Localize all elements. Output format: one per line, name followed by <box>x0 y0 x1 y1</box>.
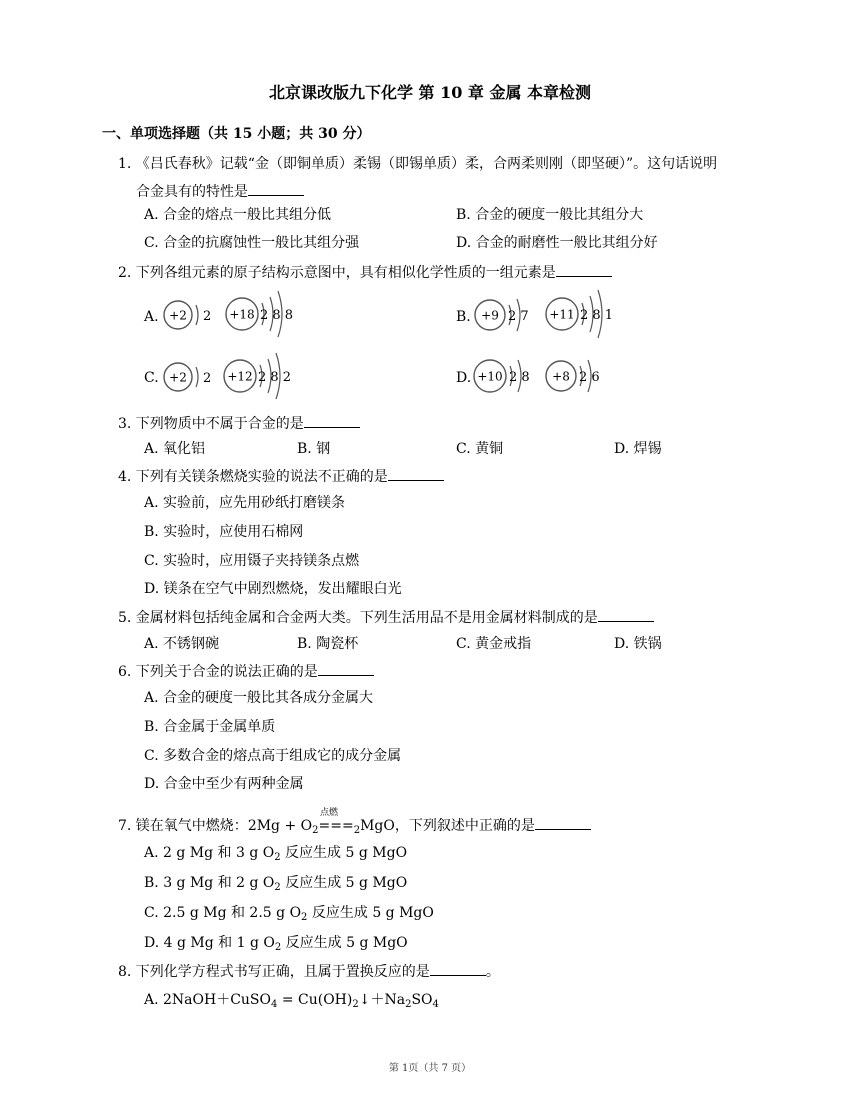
question-7-stem <box>118 815 591 835</box>
q6-option-d: D. 合金中至少有两种金属 <box>144 776 304 792</box>
subscript: 2 <box>405 999 412 1010</box>
q4-option-c: C. 实验时，应用镊子夹持镁条点燃 <box>144 553 360 569</box>
question-7-stem-tail: ，下列叙述中正确的是 <box>394 818 535 834</box>
option-text: A. 2NaOH＋CuSO <box>144 992 271 1008</box>
option-text: C. 2.5 g Mg 和 2.5 g O <box>144 905 302 921</box>
atom-diagram-b1 <box>472 292 542 338</box>
question-6-stem <box>118 661 374 681</box>
question-1-stem: 1. 《吕氏春秋》记载“金（即铜单质）柔锡（即锡单质）柔，合两柔则刚（即坚硬）”。这句话说明 <box>118 156 718 172</box>
q3-option-c: C. 黄铜 <box>456 441 504 457</box>
q4-option-b: B. 实验时，应使用石棉网 <box>144 524 304 540</box>
option-text: B. 3 g Mg 和 2 g O <box>144 875 275 891</box>
nucleus-charge: +2 <box>169 308 187 323</box>
atom-diagram-c2 <box>220 349 310 403</box>
q8-option-a <box>144 989 439 1009</box>
electron-shells: 2 6 <box>579 370 600 385</box>
option-text: D. 4 g Mg 和 1 g O <box>144 935 275 951</box>
answer-blank <box>318 663 374 676</box>
option-text: A. 2 g Mg 和 3 g O <box>144 845 275 861</box>
subscript: 2 <box>274 942 282 953</box>
electron-shells: 2 <box>203 309 212 324</box>
section-heading: 一、单项选择题（共 15 小题；共 30 分） <box>102 126 371 142</box>
page-title: 北京课改版九下化学 第 10 章 金属 本章检测 <box>268 83 592 102</box>
q7-option-a <box>144 842 407 862</box>
atom-diagram-a1 <box>160 295 220 335</box>
answer-blank <box>535 817 591 830</box>
q4-option-a: A. 实验前，应先用砂纸打磨镁条 <box>144 495 346 511</box>
q6-option-a: A. 合金的硬度一般比其各成分金属大 <box>144 690 374 706</box>
q1-option-c: C. 合金的抗腐蚀性一般比其组分强 <box>144 235 360 251</box>
subscript: 2 <box>353 825 361 836</box>
nucleus-charge: +11 <box>549 307 575 322</box>
q1-option-a: A. 合金的熔点一般比其组分低 <box>144 207 332 223</box>
answer-blank <box>248 183 304 196</box>
question-3-stem-text: 3. 下列物质中不属于合金的是 <box>118 416 304 432</box>
subscript: 4 <box>271 999 278 1010</box>
q1-option-d: D. 合金的耐磨性一般比其组分好 <box>456 235 658 251</box>
equation-left: 2Mg + O <box>247 818 313 834</box>
answer-blank <box>556 264 612 277</box>
subscript: 4 <box>432 999 439 1010</box>
option-text: 反应生成 5 g MgO <box>281 935 408 951</box>
answer-blank <box>598 609 654 622</box>
electron-shells: 2 <box>203 371 212 386</box>
q2-option-c-label: C. <box>144 370 159 386</box>
electron-shells: 2 8 1 <box>580 308 614 323</box>
electron-shells: 2 8 2 <box>258 370 292 385</box>
option-text: = Cu(OH) <box>277 992 353 1008</box>
atom-diagram-d1 <box>472 353 542 399</box>
reaction-condition: 点燃 <box>320 808 339 818</box>
electron-shells: 2 8 <box>509 370 530 385</box>
nucleus-charge: +10 <box>477 369 503 384</box>
electron-shells: 2 8 8 <box>260 308 294 323</box>
q7-option-d <box>144 932 408 952</box>
question-5-stem-text: 5. 金属材料包括纯金属和合金两大类。下列生活用品不是用金属材料制成的是 <box>118 610 598 626</box>
option-text: 反应生成 5 g MgO <box>280 875 408 891</box>
subscript: 2 <box>352 999 359 1010</box>
q6-option-b: B. 合金属于金属单质 <box>144 719 276 735</box>
q2-option-d-label: D. <box>456 370 472 386</box>
q7-option-c <box>144 902 434 922</box>
question-2-stem-text: 2. 下列各组元素的原子结构示意图中，具有相似化学性质的一组元素是 <box>118 265 556 281</box>
atom-diagram-b2 <box>543 286 633 342</box>
q4-option-d: D. 镁条在空气中剧烈燃烧，发出耀眼白光 <box>144 581 402 597</box>
atom-diagram-d2 <box>543 353 613 399</box>
question-7-stem-text: 7. 镁在氧气中燃烧： <box>118 818 248 834</box>
equation-right: MgO <box>360 818 395 834</box>
option-text: 反应生成 5 g MgO <box>307 905 434 921</box>
nucleus-charge: +8 <box>552 369 570 384</box>
question-5-stem <box>118 607 654 627</box>
question-4-stem-text: 4. 下列有关镁条燃烧实验的说法不正确的是 <box>118 469 388 485</box>
question-4-stem <box>118 466 444 486</box>
q5-option-d: D. 铁锅 <box>614 636 662 652</box>
subscript: 2 <box>312 825 319 836</box>
q7-option-b <box>144 872 407 892</box>
question-6-stem-text: 6. 下列关于合金的说法正确的是 <box>118 664 318 680</box>
question-3-stem <box>118 413 360 433</box>
q1-option-b: B. 合金的硬度一般比其组分大 <box>456 207 644 223</box>
question-1-stem-text: 合金具有的特性是 <box>136 184 248 200</box>
question-1-stem-line2 <box>136 181 304 201</box>
q5-option-c: C. 黄金戒指 <box>456 636 532 652</box>
option-text: ↓＋Na <box>358 992 406 1008</box>
q3-option-b: B. 钢 <box>297 441 331 457</box>
option-text: 反应生成 5 g MgO <box>280 845 408 861</box>
q5-option-a: A. 不锈钢碗 <box>144 636 220 652</box>
nucleus-charge: +18 <box>229 307 255 322</box>
nucleus-charge: +12 <box>227 369 253 384</box>
answer-blank <box>388 468 444 481</box>
atom-diagram-a2 <box>222 287 312 341</box>
page-footer: 第 1页（共 7 页） <box>388 1063 472 1074</box>
option-text: SO <box>411 992 433 1008</box>
electron-shells: 2 7 <box>508 309 529 324</box>
answer-blank <box>430 963 486 976</box>
q2-option-a-label: A. <box>144 309 159 325</box>
q3-option-a: A. 氧化铝 <box>144 441 206 457</box>
answer-blank <box>304 415 360 428</box>
question-8-end: 。 <box>485 964 500 980</box>
atom-diagram-c1 <box>160 357 220 397</box>
subscript: 2 <box>301 912 308 923</box>
q5-option-b: B. 陶瓷杯 <box>297 636 359 652</box>
nucleus-charge: +2 <box>169 370 187 385</box>
equation-arrow: === <box>318 818 354 834</box>
subscript: 2 <box>274 852 281 863</box>
question-8-stem <box>118 961 500 981</box>
q2-option-b-label: B. <box>456 309 471 325</box>
nucleus-charge: +9 <box>481 308 499 323</box>
question-8-stem-text: 8. 下列化学方程式书写正确，且属于置换反应的是 <box>118 964 430 980</box>
q3-option-d: D. 焊锡 <box>614 441 662 457</box>
question-2-stem <box>118 262 612 282</box>
subscript: 2 <box>274 882 281 893</box>
q6-option-c: C. 多数合金的熔点高于组成它的成分金属 <box>144 748 402 764</box>
